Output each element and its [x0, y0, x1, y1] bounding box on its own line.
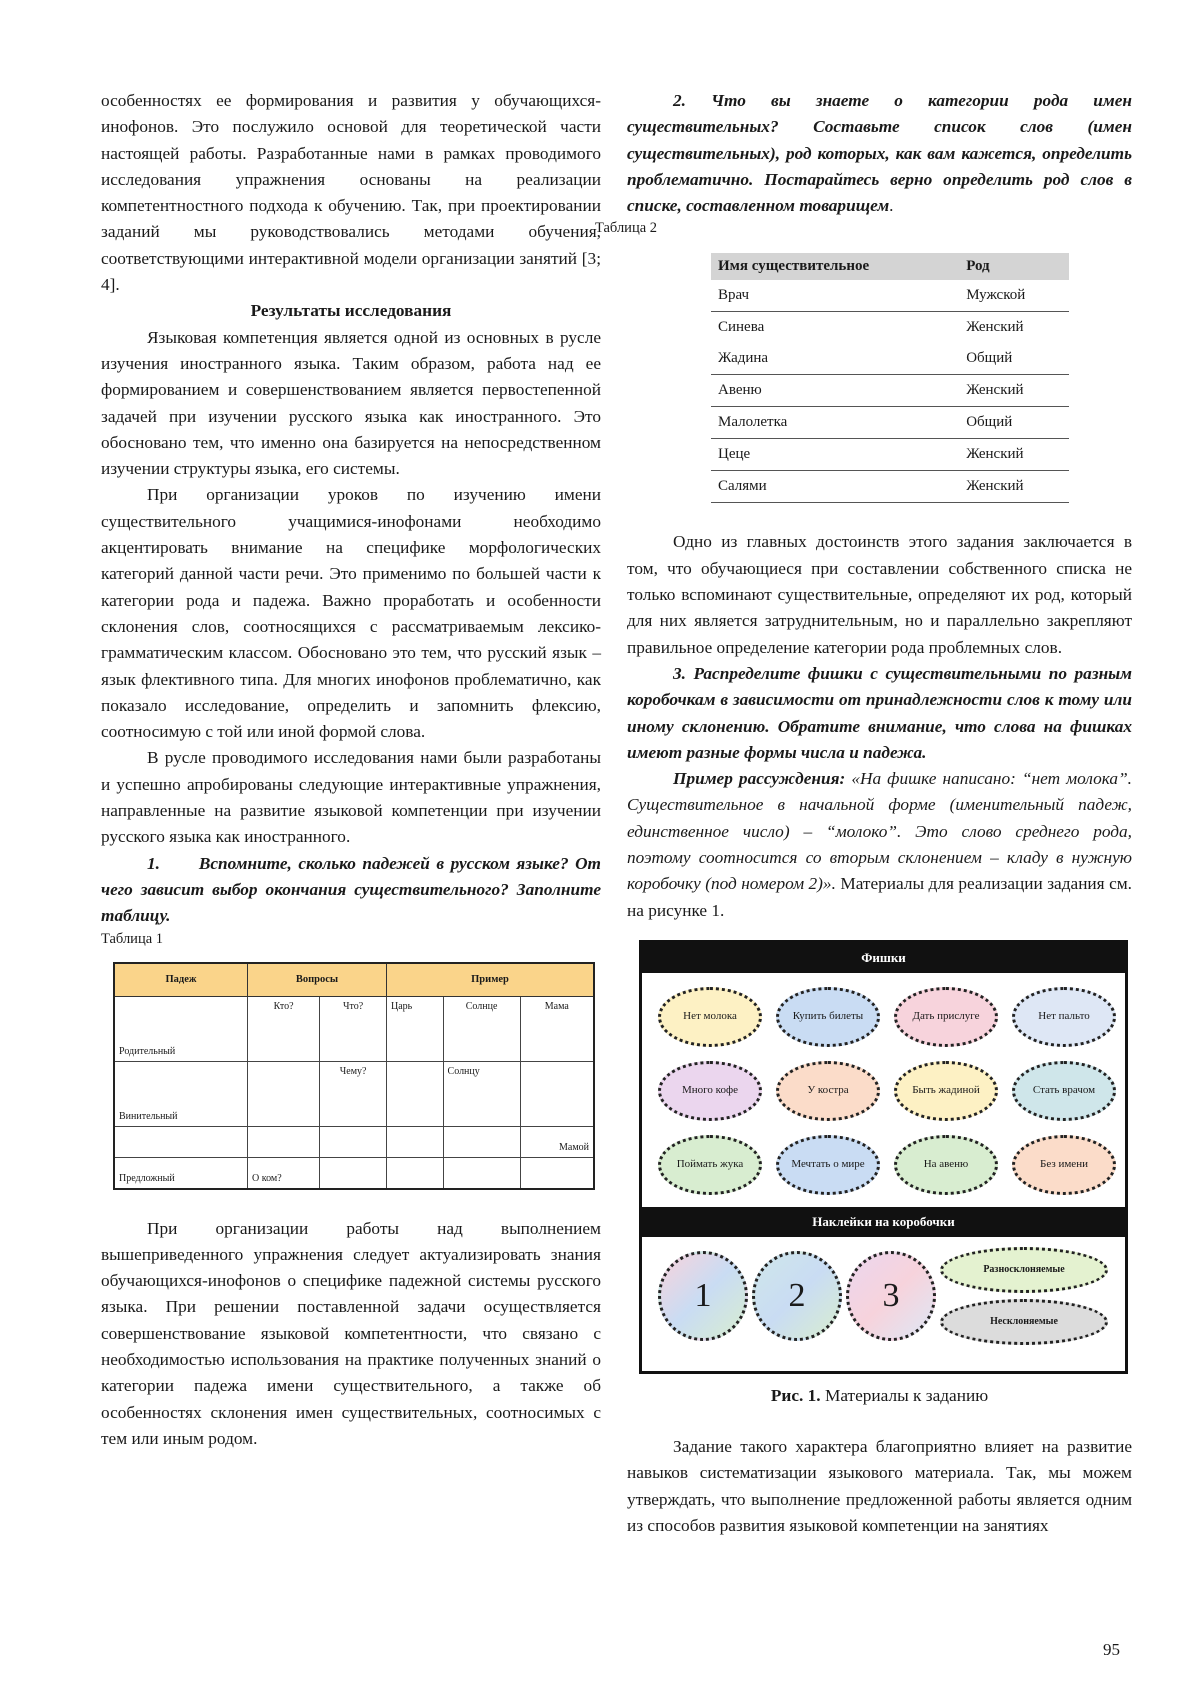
- sticker-number: 2: [752, 1251, 842, 1341]
- table-1-cell: О ком?: [248, 1157, 320, 1189]
- sticker-label: Разносклоняемые: [940, 1247, 1108, 1293]
- chip: Стать врачом: [1012, 1061, 1116, 1121]
- task-1-text: Вспомните, сколько падежей в русском языке? От чего зависит выбор окончания существительного? Заполните таблицу.: [101, 853, 601, 926]
- table-1-cell: Мама: [520, 996, 594, 1061]
- chip: Нет молока: [658, 987, 762, 1047]
- right-column: [595, 88, 1132, 1539]
- paragraph: Задание такого характера благоприятно влияет на развитие навыков систематизации языкового материала. Так, мы можем утверждать, что выполнение предложенной работы является одним из способов развития языковой компетенции на занятиях: [627, 1436, 1132, 1535]
- task-2: [627, 88, 1132, 219]
- task-2-text: 2. Что вы знаете о категории рода имен существительных? Составьте список слов (имен существительных), род которых, как вам кажется, определить проблематично. Постарайтесь верно определить род слов в списке, составленном товарищем: [627, 91, 1132, 216]
- table-1-cell: [443, 1126, 520, 1157]
- chip: У костра: [776, 1061, 880, 1121]
- table-2-cell: Синева: [718, 319, 765, 336]
- table-1-cell: Что?: [320, 996, 387, 1061]
- figure-1: [639, 940, 1128, 1374]
- chip: Быть жадиной: [894, 1061, 998, 1121]
- table-2-cell: Женский: [959, 471, 1069, 503]
- table-1: [113, 962, 595, 1190]
- table-2-cell: Женский: [959, 375, 1069, 407]
- table-2-cell: Малолетка: [711, 407, 959, 439]
- chip: Поймать жука: [658, 1135, 762, 1195]
- table-1-cell: Мамой: [520, 1126, 594, 1157]
- sticker-number: 3: [846, 1251, 936, 1341]
- chip: Нет пальто: [1012, 987, 1116, 1047]
- stickers-area: [642, 1237, 1125, 1357]
- table-2-cell: Общий: [959, 343, 1069, 375]
- table-2-header-gender: Род: [959, 253, 1069, 280]
- table-1-header-questions: Вопросы: [248, 963, 387, 997]
- table-1-cell: Солнце: [443, 996, 520, 1061]
- stickers-title: Наклейки на коробочки: [642, 1207, 1125, 1237]
- table-1-cell: [248, 1061, 320, 1126]
- table-1-cell: [387, 1157, 444, 1189]
- table-1-cell: [114, 1126, 248, 1157]
- example-label: Пример рассуждения:: [673, 769, 846, 789]
- chip: Без имени: [1012, 1135, 1116, 1195]
- sticker-label: Несклоняемые: [940, 1299, 1108, 1345]
- chips-title: Фишки: [642, 943, 1125, 973]
- chip: На авеню: [894, 1135, 998, 1195]
- chip: Купить билеты: [776, 987, 880, 1047]
- paragraph: В русле проводимого исследования нами были разработаны и успешно апробированы следующие интерактивные упражнения, направленные на развитие языковой компетенции при изучении русского языка как иностранного.: [101, 748, 601, 847]
- table-2-cell: Мужской: [959, 280, 1069, 312]
- paragraph: При организации работы над выполнением вышеприведенного упражнения следует актуализировать знания обучающихся-инофонов о специфике падежной системы русского языка. При решении поставленной задачи осуществляется совершенствование языковой компетентности, что связано с необходимостью использования на практике полученных знаний о категории падежа имени существительного, а также об особенностях склонения имен существительных, соотносимых с тем или иным родом.: [101, 1218, 601, 1448]
- example-tail: Материалы для реализации задания см. на рисунке 1.: [627, 874, 1132, 920]
- table-2: [711, 253, 1069, 503]
- table-1-cell: [520, 1061, 594, 1126]
- table-1-cell: [320, 1126, 387, 1157]
- table-2-cell: Цеце: [711, 439, 959, 471]
- task-3: 3. Распределите фишки с существительными по разным коробочкам в зависимости от принадлежности слов к тому или иному склонению. Обратите внимание, что слова на фишках имеют разные формы числа и падежа.: [627, 663, 1132, 762]
- table-1-cell: Кто?: [248, 996, 320, 1061]
- chip: Дать прислуге: [894, 987, 998, 1047]
- figure-caption: [627, 1386, 1132, 1406]
- table-1-caption: Таблица 1: [101, 930, 164, 947]
- table-2-cell: Женский: [966, 319, 1024, 336]
- table-2-caption: Таблица 2: [595, 220, 658, 237]
- task-1-number: 1.: [147, 853, 160, 873]
- paragraph: особенностях ее формирования и развития у обучающихся-инофонов. Это послужило основой для теоретической части настоящей работы. Разработанные нами в рамках проводимого исследования упражнения основаны на реализации компетентностного подхода к обучению. Так, при проектировании заданий мы руководствовались методами обучения, соответствующими интерактивной модели организации занятий [3; 4].: [101, 91, 601, 295]
- table-1-cell: [443, 1157, 520, 1189]
- example: [627, 766, 1132, 924]
- chip: Мечтать о мире: [776, 1135, 880, 1195]
- table-1-cell: [387, 1126, 444, 1157]
- table-1-cell: [248, 1126, 320, 1157]
- table-2-cell: Авеню: [711, 375, 959, 407]
- table-1-cell: Чему?: [320, 1061, 387, 1126]
- section-heading: Результаты исследования: [250, 301, 452, 321]
- task-2-period: .: [889, 196, 894, 216]
- table-1-cell: Царь: [387, 996, 444, 1061]
- paragraph: При организации уроков по изучению имени существительного учащимися-инофонами необходимо акцентировать внимание на специфике морфологических категорий данной части речи. Это применимо по большей части к категории рода и падежа. Важно проработать и особенности склонения слов, соотносящихся с рассматриваемым лексико-грамматическим классом. Обосновано это тем, что русский язык – язык флективного типа. Для многих инофонов проблематично, как показало исследование, определить и запомнить флексию, соотносимую с той или иной формой слова.: [101, 485, 601, 742]
- table-1-cell: Солнцу: [443, 1061, 520, 1126]
- table-2-header-noun: Имя существительное: [711, 253, 959, 280]
- paragraph: Языковая компетенция является одной из основных в русле изучения иностранного языка. Таким образом, работа над ее формированием и совершенствованием является первостепенной задачей при изучении русского языка как иностранного. Это обосновано тем, что именно она базируется на непосредственном изучении структуры языка, его системы.: [101, 327, 601, 479]
- table-2-cell: Женский: [959, 439, 1069, 471]
- page-number: 95: [1103, 1640, 1120, 1659]
- table-1-cell: Родительный: [114, 996, 248, 1061]
- table-2-cell: Врач: [711, 280, 959, 312]
- table-1-cell: Предложный: [114, 1157, 248, 1189]
- table-1-cell: [520, 1157, 594, 1189]
- sticker-number: 1: [658, 1251, 748, 1341]
- table-1-header-case: Падеж: [114, 963, 248, 997]
- table-1-cell: Винительный: [114, 1061, 248, 1126]
- left-column: [101, 88, 601, 1452]
- table-1-header-example: Пример: [387, 963, 594, 997]
- table-2-cell: Салями: [711, 471, 959, 503]
- chips-grid: [642, 973, 1125, 1207]
- chip: Много кофе: [658, 1061, 762, 1121]
- figure-caption-text: Материалы к заданию: [824, 1385, 989, 1405]
- table-2-cell: Жадина: [711, 343, 959, 375]
- task-1: [101, 851, 601, 930]
- table-1-cell: [387, 1061, 444, 1126]
- table-1-cell: [320, 1157, 387, 1189]
- figure-caption-label: Рис. 1.: [770, 1385, 821, 1405]
- example-text: «На фишке написано: “нет молока”. Существительное в начальной форме (именительный падеж, единственное число) – “молоко”. Это слово среднего рода, поэтому соотносится со вторым склонением – кладу в нужную коробочку (под номером 2)».: [627, 769, 1132, 894]
- table-2-cell: Общий: [959, 407, 1069, 439]
- paragraph: Одно из главных достоинств этого задания заключается в том, что обучающиеся при составлении собственного списка не только вспоминают существительные, определяют их род, который для них является затруднительным, но и параллельно закрепляют правильное определение категории рода проблемных слов.: [627, 532, 1132, 657]
